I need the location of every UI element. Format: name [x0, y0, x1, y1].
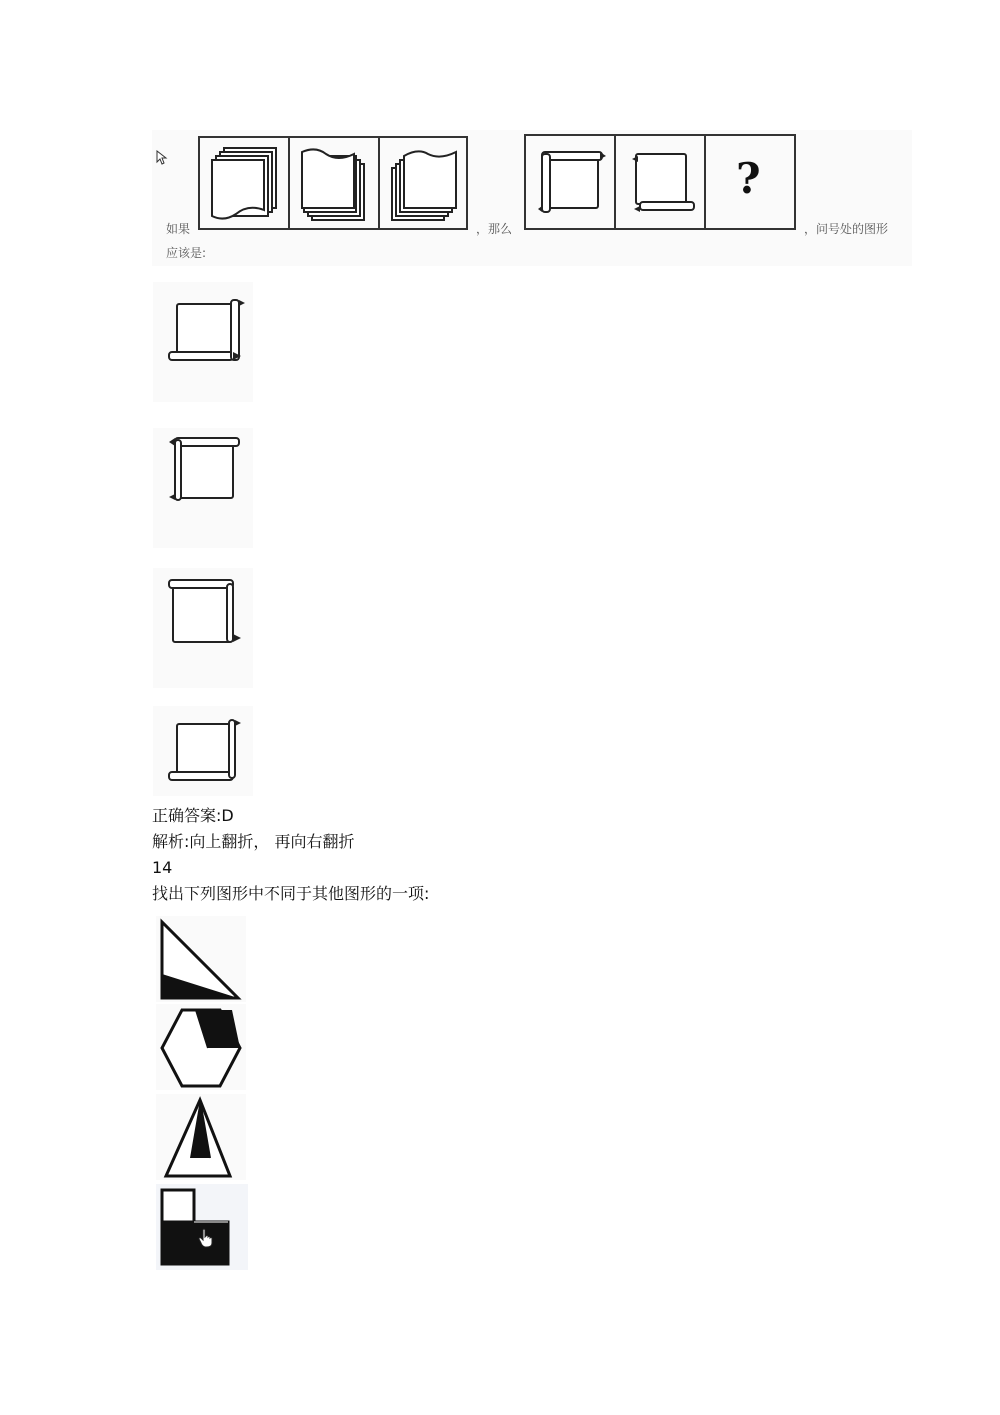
right-triangle-shape [158, 918, 242, 1000]
folded-sheet-option-c [165, 576, 245, 656]
prefix-text: 如果 [166, 222, 191, 236]
question-prompt: 找出下列图形中不同于其他图形的一项: [152, 884, 430, 903]
suffix-text: ，问号处的图形 [804, 222, 889, 236]
option-a-image[interactable] [153, 282, 253, 402]
folded-sheet-option-d [165, 716, 245, 790]
folded-sheet-figure-a [536, 148, 608, 218]
stacked-sheets-figure-3 [388, 144, 462, 224]
option-c-image[interactable] [153, 568, 253, 688]
hand-pointer-icon [198, 1228, 214, 1248]
cursor-arrow-icon [156, 150, 168, 166]
option-d-image[interactable] [153, 706, 253, 796]
stacked-sheets-figure-1 [208, 144, 282, 224]
square-block-shape [158, 1186, 246, 1268]
correct-answer: 正确答案:D [152, 806, 234, 825]
isosceles-triangle-shape [158, 1096, 244, 1180]
folded-sheet-option-b [165, 434, 245, 514]
answer-analysis: 解析:向上翻折， 再向右翻折 [152, 832, 355, 851]
shape-option-2[interactable] [156, 1004, 246, 1090]
option-b-image[interactable] [153, 428, 253, 548]
pattern-group-right [524, 134, 796, 230]
question-number: 14 [152, 858, 173, 877]
shape-option-1[interactable] [156, 916, 246, 1002]
shape-option-3[interactable] [156, 1094, 246, 1180]
shape-option-4[interactable] [156, 1184, 248, 1270]
folded-sheet-option-a [165, 294, 245, 374]
pattern-group-left [198, 136, 468, 230]
suffix-text-line2: 应该是: [166, 246, 207, 260]
middle-text: ，那么 [476, 222, 513, 236]
folded-sheet-figure-b [626, 148, 698, 218]
question-strip [152, 130, 912, 266]
question-mark: ? [736, 154, 761, 203]
hexagon-shape [158, 1006, 244, 1090]
stacked-sheets-figure-2 [298, 144, 372, 224]
